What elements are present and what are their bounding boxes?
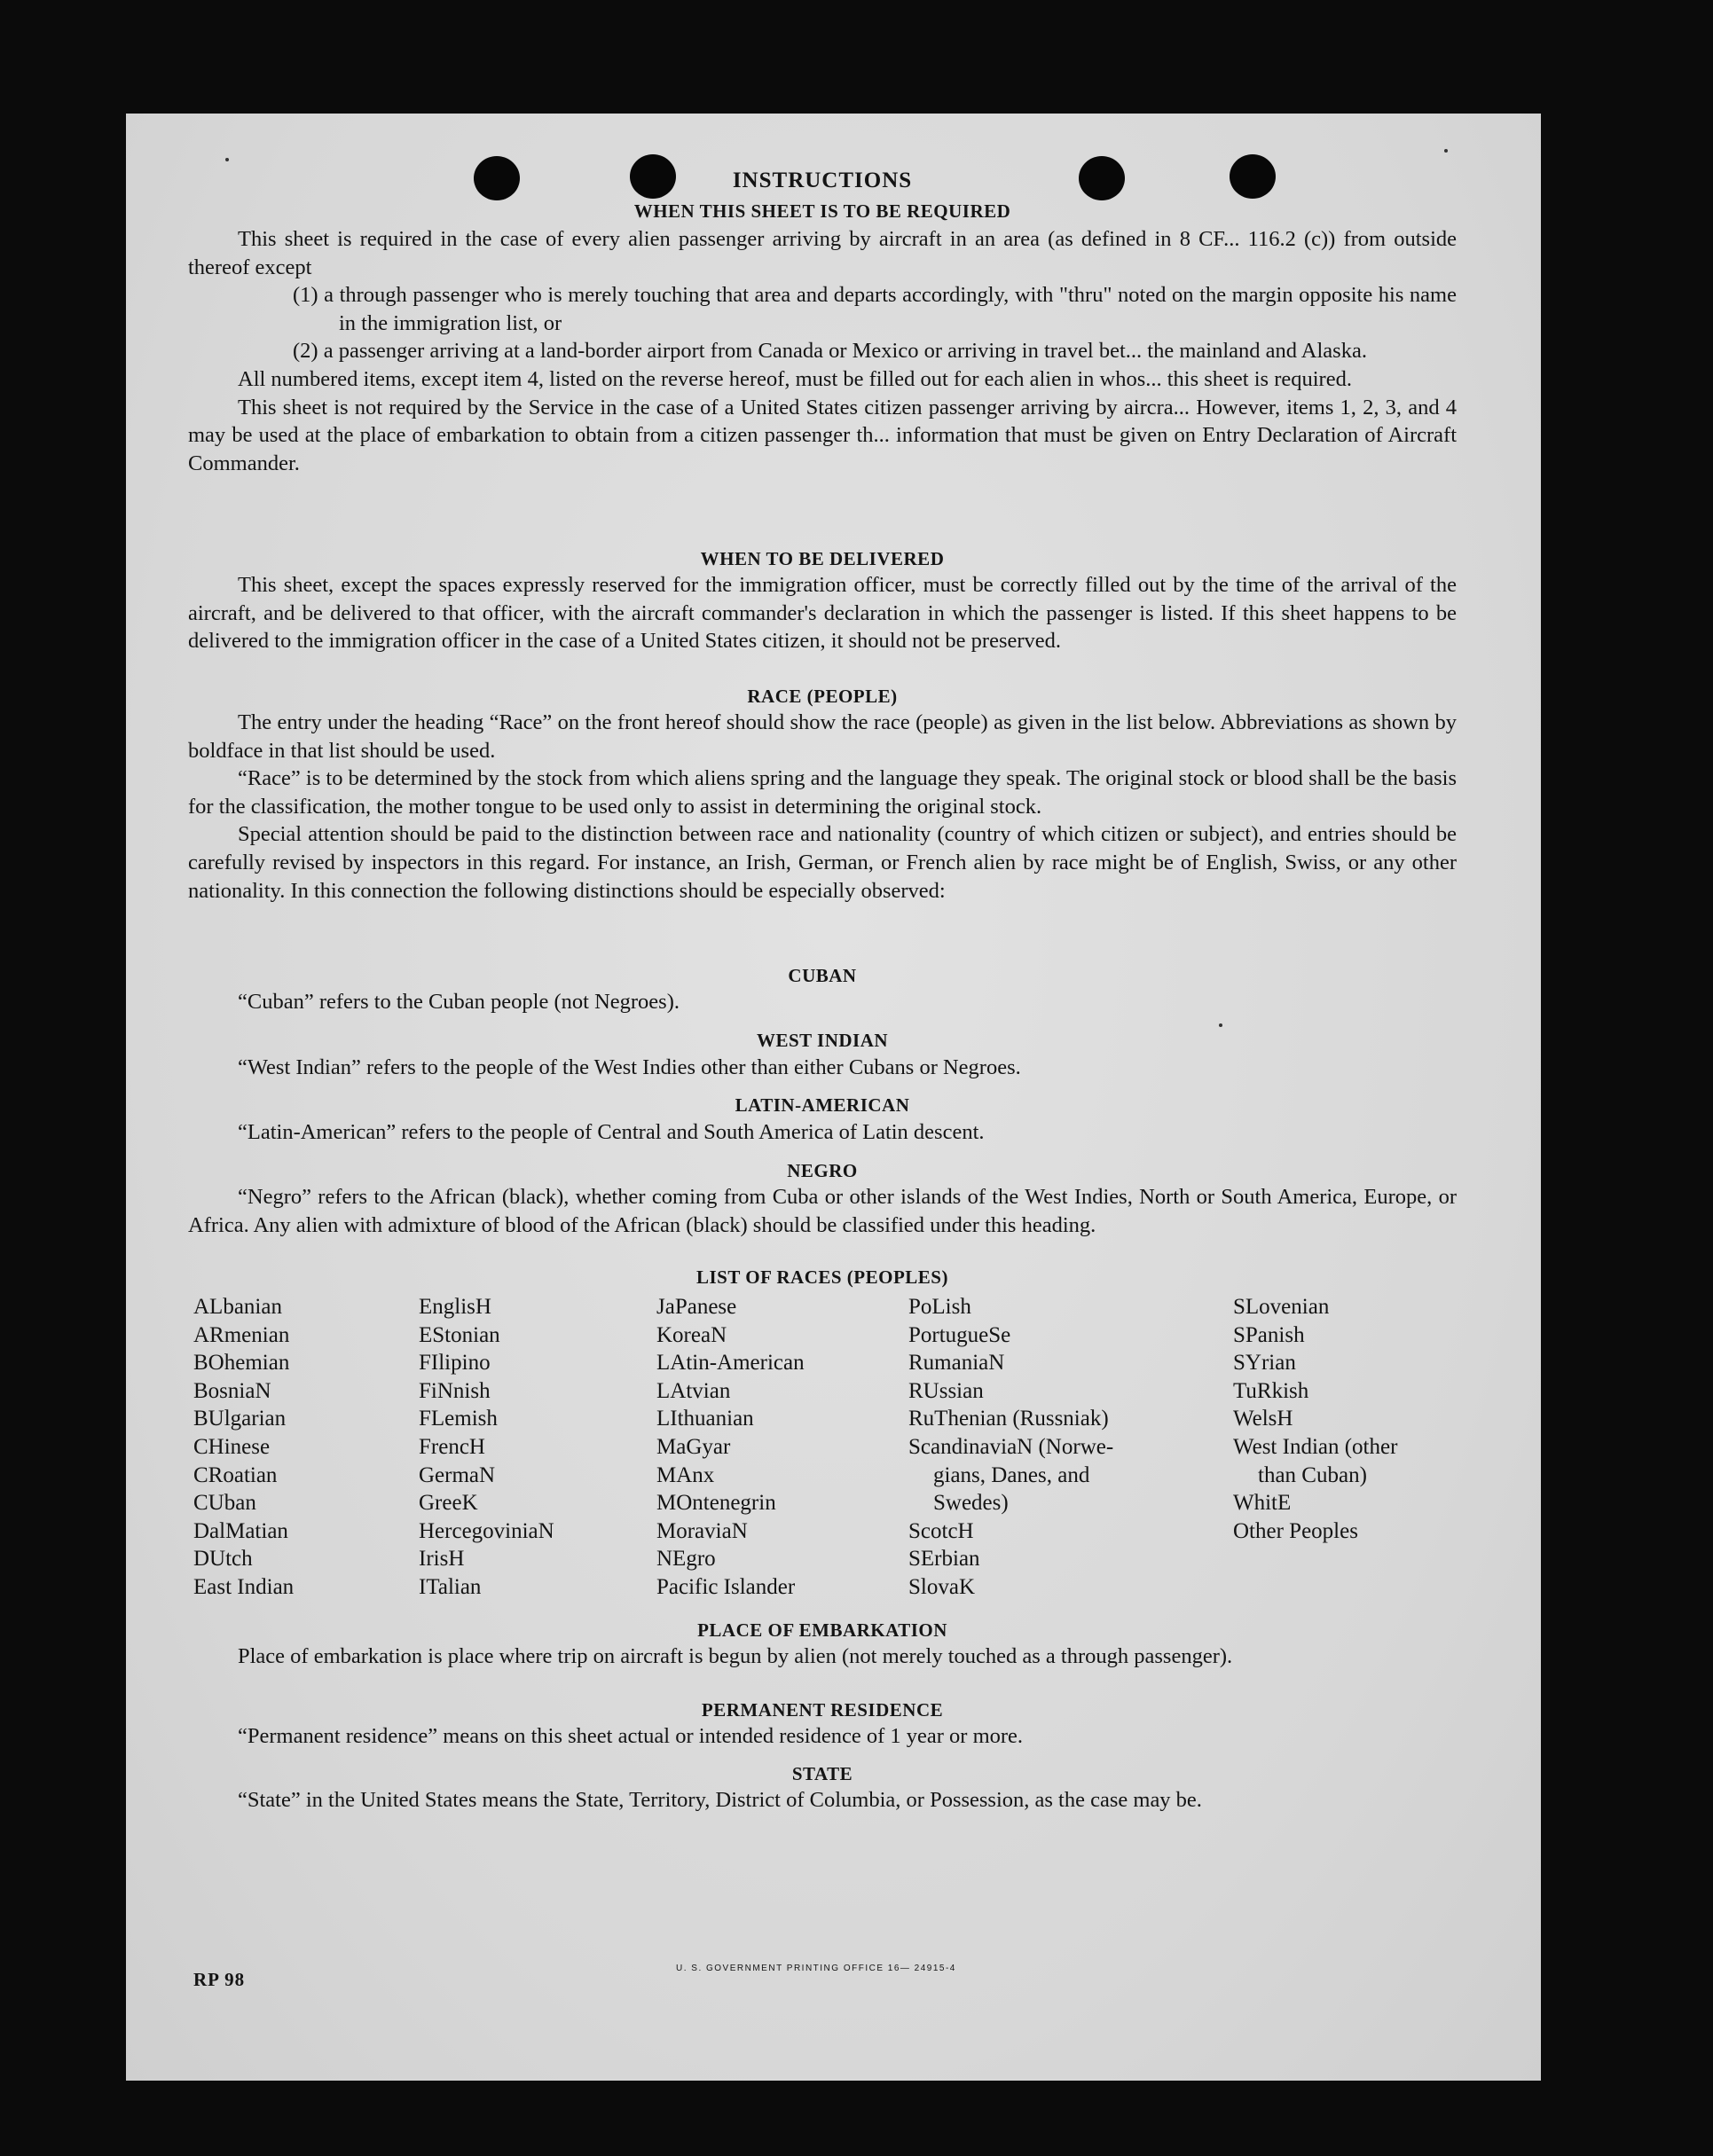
paragraph: “Permanent residence” means on this sheet actual or intended residence of 1 year or more. bbox=[238, 1724, 1024, 1748]
race-item: CHinese bbox=[193, 1434, 271, 1459]
race-item: MAnx bbox=[656, 1462, 715, 1487]
race-item: East Indian bbox=[193, 1574, 295, 1599]
section-when-delivered bbox=[188, 571, 1457, 655]
paragraph: “State” in the United States means the State, Territory, District of Columbia, or Possession, as the case may be. bbox=[238, 1788, 1202, 1812]
section-state bbox=[188, 1786, 1457, 1815]
race-item: than Cuban) bbox=[1258, 1462, 1367, 1487]
race-item: FrencH bbox=[419, 1434, 485, 1459]
form-number: RP 98 bbox=[193, 1969, 246, 1990]
section-embarkation bbox=[188, 1642, 1457, 1671]
race-item: MOntenegrin bbox=[656, 1491, 776, 1516]
race-item: GreeK bbox=[419, 1491, 478, 1516]
paragraph: “Cuban” refers to the Cuban people (not Negroes). bbox=[238, 990, 680, 1014]
race-item: EStonian bbox=[419, 1322, 500, 1347]
speck bbox=[1219, 1023, 1222, 1027]
race-item: GermaN bbox=[419, 1462, 496, 1487]
races-column-5 bbox=[1233, 1293, 1397, 1545]
race-item: FiNnish bbox=[419, 1378, 491, 1403]
races-list bbox=[193, 1293, 1524, 1599]
section-race bbox=[188, 709, 1457, 905]
race-item: LAtvian bbox=[656, 1378, 731, 1403]
race-item: Swedes) bbox=[933, 1491, 1009, 1516]
section-heading-latin-american: LATIN-AMERICAN bbox=[735, 1094, 910, 1116]
section-latin-american bbox=[188, 1118, 1457, 1147]
list-item: (2) a passenger arriving at a land-border airport from Canada or Mexico or arriving in travel bet... the mainland and Alaska. bbox=[293, 339, 1367, 364]
race-item: IrisH bbox=[419, 1547, 465, 1572]
section-heading-embarkation: PLACE OF EMBARKATION bbox=[697, 1619, 947, 1641]
race-item: DUtch bbox=[193, 1547, 253, 1572]
race-item: MaGyar bbox=[656, 1434, 731, 1459]
race-item: WhitE bbox=[1233, 1491, 1292, 1516]
race-item: gians, Danes, and bbox=[933, 1462, 1090, 1487]
section-cuban bbox=[188, 988, 1457, 1016]
races-column-1 bbox=[193, 1293, 294, 1602]
race-item: ScotcH bbox=[908, 1518, 974, 1543]
race-item: BUlgarian bbox=[193, 1407, 287, 1431]
race-item: RumaniaN bbox=[908, 1351, 1005, 1376]
paragraph: “Race” is to be determined by the stock from which aliens spring and the language they speak. The original stock or blood shall be the basis for the classification, the mother tongue to be used only to assist in determining the original stock. bbox=[188, 766, 1457, 819]
race-item: SLovenian bbox=[1233, 1295, 1330, 1319]
paragraph: All numbered items, except item 4, listed on the reverse hereof, must be filled out for each alien in whos... this sheet is required. bbox=[238, 366, 1352, 391]
race-item: CRoatian bbox=[193, 1462, 278, 1487]
race-item: PoLish bbox=[908, 1295, 971, 1319]
section-heading-when-delivered: WHEN TO BE DELIVERED bbox=[700, 548, 945, 569]
races-column-2 bbox=[419, 1293, 554, 1602]
race-item: PortugueSe bbox=[908, 1322, 1011, 1347]
paragraph: This sheet is required in the case of every alien passenger arriving by aircraft in an area (as defined in 8 CF... 116.2 (c)) from outside thereof except bbox=[188, 227, 1457, 279]
paragraph: “West Indian” refers to the people of the West Indies other than either Cubans or Negroes. bbox=[238, 1055, 1021, 1079]
race-item: MoraviaN bbox=[656, 1518, 748, 1543]
section-negro bbox=[188, 1183, 1457, 1239]
paragraph: “Negro” refers to the African (black), whether coming from Cuba or other islands of the West Indies, North or South America, Europe, or Africa. Any alien with admixture of blood of the African (black) should be classified under this heading. bbox=[188, 1185, 1457, 1237]
race-item: FIlipino bbox=[419, 1351, 491, 1376]
race-item: SYrian bbox=[1233, 1351, 1296, 1376]
section-heading-cuban: CUBAN bbox=[788, 965, 857, 986]
paragraph: Special attention should be paid to the distinction between race and nationality (country of which citizen or subject), and entries should be carefully revised by inspectors in this regard. For instance, an Irish, German, or French alien by race might be of English, Swiss, or any other nationality. In this connection the following distinctions should be especially observed: bbox=[188, 822, 1457, 903]
paragraph: Place of embarkation is place where trip on aircraft is begun by alien (not merely touched as a through passenger). bbox=[238, 1644, 1233, 1668]
section-heading-race: RACE (PEOPLE) bbox=[747, 686, 898, 707]
paragraph: The entry under the heading “Race” on the front hereof should show the race (people) as given in the list below. Abbreviations as shown by boldface in that list should be used. bbox=[188, 710, 1457, 763]
race-item: ITalian bbox=[419, 1574, 482, 1599]
paragraph: “Latin-American” refers to the people of Central and South America of Latin descent. bbox=[238, 1120, 985, 1144]
race-item: TuRkish bbox=[1233, 1378, 1309, 1403]
section-when-required bbox=[188, 225, 1457, 477]
race-item: JaPanese bbox=[656, 1295, 737, 1319]
race-item: HercegoviniaN bbox=[419, 1518, 554, 1543]
race-item: EnglisH bbox=[419, 1295, 491, 1319]
race-item: ScandinaviaN (Norwe- bbox=[908, 1434, 1114, 1459]
paragraph: This sheet is not required by the Service in the case of a United States citizen passenger arriving by aircra... However, items 1, 2, 3, and 4 may be used at the place of embarkation to obtain from a citizen passenger th... information that must be given on Entry Declaration of Aircraft Commander. bbox=[188, 395, 1457, 475]
printer-imprint: U. S. GOVERNMENT PRINTING OFFICE 16— 24915-4 bbox=[676, 1964, 956, 1973]
race-item: FLemish bbox=[419, 1407, 498, 1431]
race-item: BOhemian bbox=[193, 1351, 290, 1376]
race-item: RUssian bbox=[908, 1378, 984, 1403]
race-item: WelsH bbox=[1233, 1407, 1293, 1431]
list-item: (1) a through passenger who is merely touching that area and departs accordingly, with "thru" noted on the margin opposite his name in the immigration list, or bbox=[293, 283, 1457, 335]
section-heading-residence: PERMANENT RESIDENCE bbox=[701, 1699, 944, 1721]
race-item: Other Peoples bbox=[1233, 1518, 1358, 1543]
paragraph: This sheet, except the spaces expressly reserved for the immigration officer, must be correctly filled out by the time of the arrival of the aircraft, and be delivered to that officer, with the aircraft commander's declaration in which the passenger is listed. If this sheet happens to be delivered to the immigration officer in the case of a United States citizen, it should not be preserved. bbox=[188, 573, 1457, 654]
race-item: BosniaN bbox=[193, 1378, 271, 1403]
races-column-4 bbox=[908, 1293, 1113, 1602]
race-item: SPanish bbox=[1233, 1322, 1305, 1347]
section-heading-when-required: WHEN THIS SHEET IS TO BE REQUIRED bbox=[633, 200, 1011, 222]
speck bbox=[225, 158, 229, 161]
race-item: ARmenian bbox=[193, 1322, 290, 1347]
race-item: West Indian (other bbox=[1233, 1434, 1398, 1459]
section-heading-list-of-races: LIST OF RACES (PEOPLES) bbox=[696, 1266, 948, 1288]
page-title: INSTRUCTIONS bbox=[732, 169, 913, 192]
section-heading-west-indian: WEST INDIAN bbox=[756, 1030, 889, 1051]
section-heading-negro: NEGRO bbox=[787, 1160, 858, 1181]
race-item: LAtin-American bbox=[656, 1351, 805, 1376]
race-item: SErbian bbox=[908, 1547, 980, 1572]
speck bbox=[1444, 149, 1448, 153]
document-page bbox=[126, 114, 1541, 2081]
race-item: RuThenian (Russniak) bbox=[908, 1407, 1109, 1431]
section-heading-state: STATE bbox=[791, 1763, 853, 1784]
race-item: KoreaN bbox=[656, 1322, 727, 1347]
race-item: CUban bbox=[193, 1491, 256, 1516]
race-item: Pacific Islander bbox=[656, 1574, 796, 1599]
race-item: NEgro bbox=[656, 1547, 716, 1572]
race-item: DalMatian bbox=[193, 1518, 288, 1543]
section-west-indian bbox=[188, 1054, 1457, 1082]
race-item: ALbanian bbox=[193, 1295, 282, 1319]
section-residence bbox=[188, 1722, 1457, 1751]
race-item: LIthuanian bbox=[656, 1407, 754, 1431]
races-column-3 bbox=[656, 1293, 805, 1602]
race-item: SlovaK bbox=[908, 1574, 975, 1599]
